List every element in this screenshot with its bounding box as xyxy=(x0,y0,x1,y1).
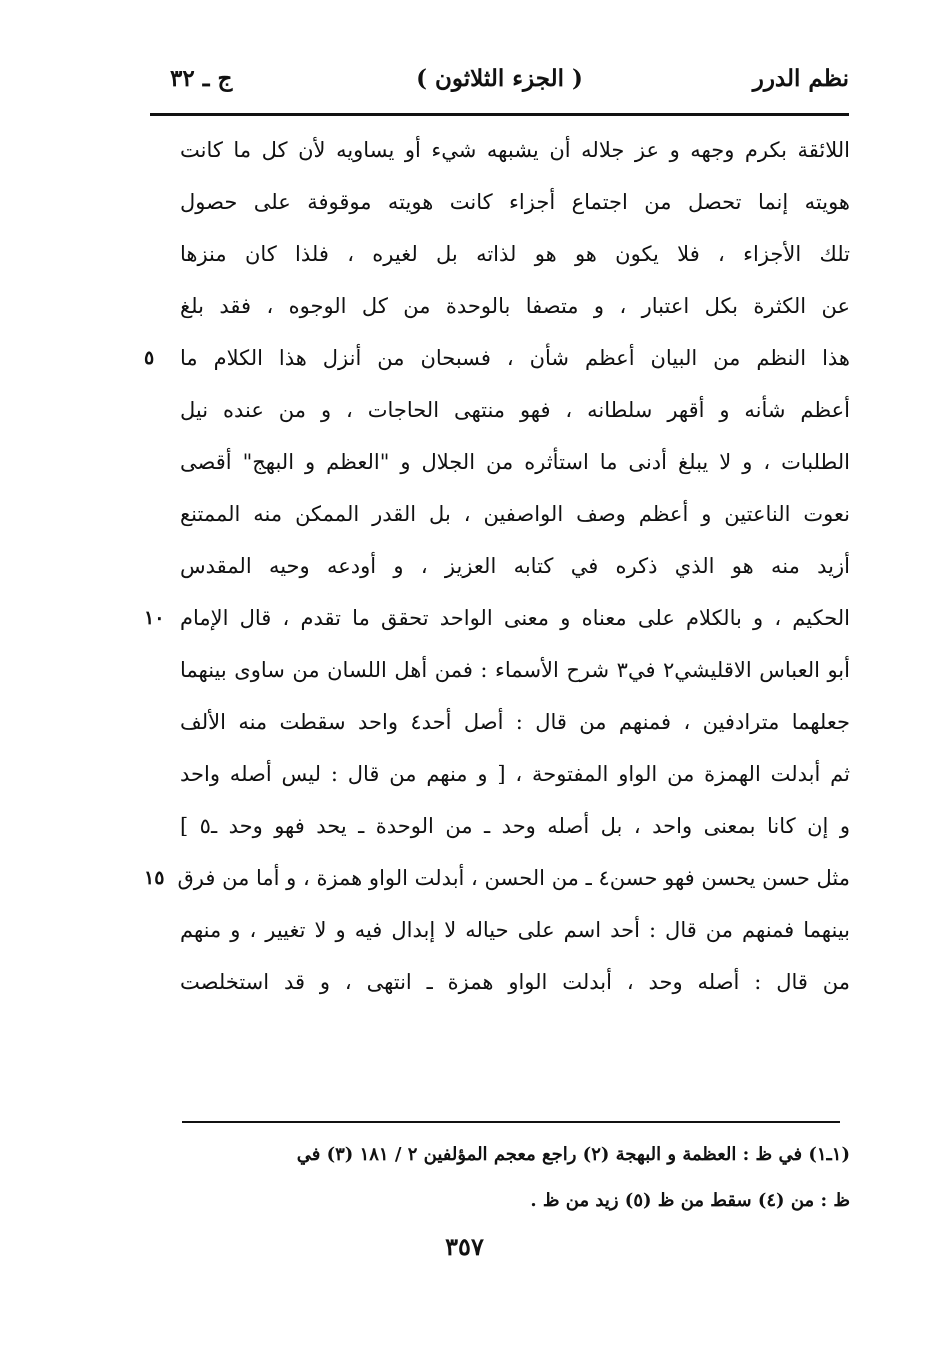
footnotes xyxy=(180,1132,850,1224)
text-line: مثل حسن يحسن فهو حسن٤ ـ من الحسن ، أبدلت الواو همزة ، و أما من فرق ١٥ xyxy=(180,852,850,904)
text-line: هذا النظم من البيان أعظم شأن ، فسبحان من أنزل هذا الكلام ما ٥ xyxy=(180,332,850,384)
footnote-rule xyxy=(182,1121,840,1123)
running-header xyxy=(150,55,849,105)
footnote-line: (١ـ١) في ظ : العظمة و البهجة (٢) راجع معجم المؤلفين ٢ / ١٨١ (٣) في xyxy=(296,1144,850,1165)
text-line: تلك الأجزاء ، فلا يكون هو هو لذاته بل لغيره ، فلذا كان منزها xyxy=(180,242,850,266)
text-line: من قال : أصله وحد ، أبدلت الواو همزة ـ انتهى ، و قد استخلصت xyxy=(180,970,850,994)
part-label: ( الجزء الثلاثون ) xyxy=(416,65,583,92)
header-rule xyxy=(150,113,849,116)
main-text xyxy=(144,124,850,1008)
text-line: و إن كانا بمعنى واحد ، بل أصله وحد ـ من الوحدة ـ يحد فهو وحد ـ٥ ] xyxy=(180,814,850,838)
text-line: بينهما فمنهم من قال : أحد اسم على حياله لا إبدال فيه و لا تغيير ، و منهم xyxy=(180,918,850,942)
text-line: أعظم شأنه و أقهر سلطانه ، فهو منتهى الحاجات ، و من عنده نيل xyxy=(180,398,850,422)
text-line: الطلبات ، و لا يبلغ أدنى ما استأثره من الجلال و "العظم و البهج" أقصى xyxy=(180,450,850,474)
page-number: ٣٥٧ xyxy=(445,1232,484,1261)
text-line: اللائقة بكرم وجهه و عز جلاله أن يشبهه شيء أو يساويه لأن كل ما كانت xyxy=(180,138,850,162)
text-line: أزيد منه هو الذي ذكره في كتابه العزيز ، و أودعه وحيه المقدس xyxy=(180,554,850,578)
line-number: ٥ xyxy=(144,347,155,369)
text-line: جعلهما مترادفين ، فمنهم من قال : أصل أحد٤ واحد سقطت منه الألف xyxy=(180,710,850,734)
text-line: ثم أبدلت الهمزة من الواو المفتوحة ، [ و منهم من قال : ليس أصله واحد xyxy=(180,762,850,786)
book-title: نظم الدرر xyxy=(752,65,849,92)
line-number: ١٥ xyxy=(144,867,165,889)
text-line: عن الكثرة بكل اعتبار ، و متصفا بالوحدة من كل الوجوه ، فقد بلغ xyxy=(180,294,850,318)
text-line: نعوت الناعتين و أعظم وصف الواصفين ، بل القدر الممكن منه الممتنع xyxy=(180,502,850,526)
line-number: ١٠ xyxy=(144,607,165,629)
text-line: هويته إنما تحصل من اجتماع أجزاء كانت هويته موقوفة على حصول xyxy=(180,190,850,214)
text-line: أبو العباس الاقليشي٢ في٣ شرح الأسماء : فمن أهل اللسان من ساوى بينهما xyxy=(180,658,850,682)
footnote-line: ظ : من (٤) سقط من ظ (٥) زيد من ظ . xyxy=(530,1190,850,1211)
juz-label: ج ـ ٣٢ xyxy=(170,65,233,92)
text-line: الحكيم ، و بالكلام على معناه و معنى الواحد تحقق ما تقدم ، قال الإمام ١٠ xyxy=(180,592,850,644)
